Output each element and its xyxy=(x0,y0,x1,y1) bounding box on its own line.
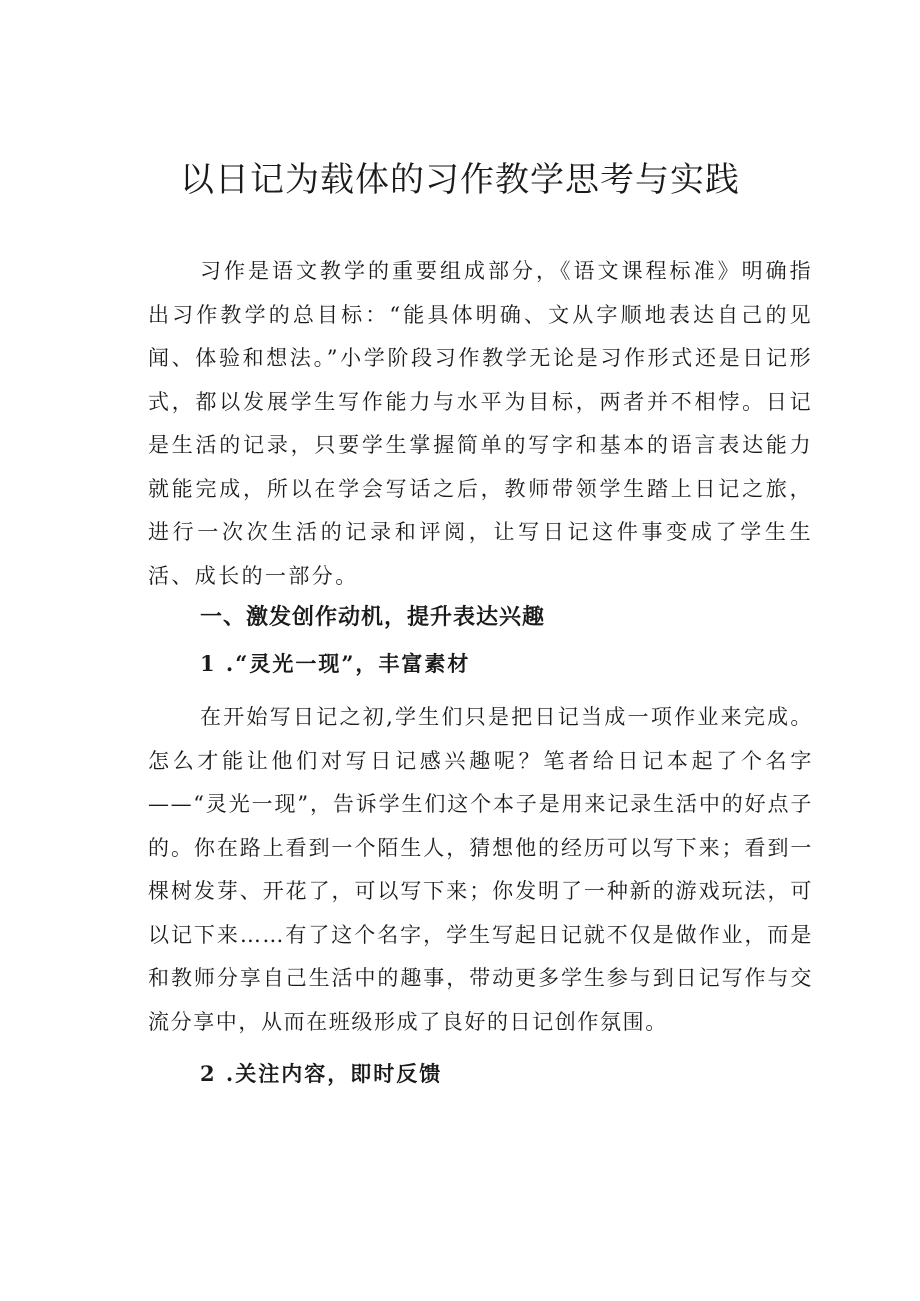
intro-paragraph: 习作是语文教学的重要组成部分，《语文课程标准》明确指出习作教学的总目标：“能具体明确、文从字顺地表达自己的见闻、体验和想法。”小学阶段习作教学无论是习作形式还是日记形式，都以发展学生写作能力与水平为目标，两者并不相悖。日记是生活的记录，只要学生掌握简单的写字和基本的语言表达能力就能完成，所以在学会写话之后，教师带领学生踏上日记之旅，进行一次次生活的记录和评阅，让写日记这件事变成了学生生活、成长的一部分。 xyxy=(148,259,813,588)
section-heading: 一、激发创作动机，提升表达兴趣 xyxy=(200,605,546,630)
subsection-heading-2: 2 .关注内容，即时反馈 xyxy=(200,1061,443,1086)
document-title: 以日记为载体的习作教学思考与实践 xyxy=(180,160,740,200)
subsection-paragraph-1: 在开始写日记之初,学生们只是把日记当成一项作业来完成。怎么才能让他们对写日记感兴趣呢？笔者给日记本起了个名字——“灵光一现”，告诉学生们这个本子是用来记录生活中的好点子的。你在路上看到一个陌生人，猜想他的经历可以写下来；看到一棵树发芽、开花了，可以写下来；你发明了一种新的游戏玩法，可以记下来……有了这个名字，学生写起日记就不仅是做作业，而是和教师分享自己生活中的趣事，带动更多学生参与到日记写作与交流分享中，从而在班级形成了良好的日记创作氛围。 xyxy=(148,705,813,1034)
subsection-heading-1: 1 .“灵光一现”，丰富素材 xyxy=(200,651,471,676)
